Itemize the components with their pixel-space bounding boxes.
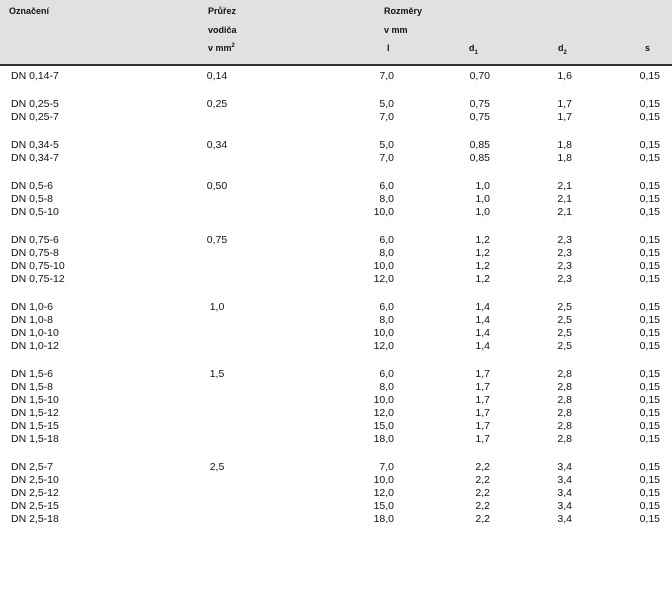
cell-cross-section: 0,75 [206, 234, 228, 246]
table-row [0, 193, 672, 206]
cell-d2: 2,5 [557, 340, 572, 352]
header-d1-sub: 1 [474, 49, 478, 56]
cell-d1: 2,2 [475, 474, 490, 486]
table-row [0, 260, 672, 273]
table-row [0, 139, 672, 152]
cell-l: 7,0 [379, 461, 394, 473]
cell-cross-section: 0,25 [206, 98, 228, 110]
cell-d2: 2,8 [557, 407, 572, 419]
cell-l: 8,0 [379, 381, 394, 393]
cell-l: 8,0 [379, 314, 394, 326]
cell-code: DN 1,5-6 [11, 368, 54, 380]
cell-d1: 1,7 [475, 394, 490, 406]
table-row [0, 273, 672, 286]
cell-s: 0,15 [639, 407, 660, 419]
cell-d1: 0,75 [469, 111, 490, 123]
cell-d2: 1,8 [557, 152, 572, 164]
cell-d2: 2,1 [557, 180, 572, 192]
cell-d2: 2,5 [557, 301, 572, 313]
header-cross-unit: v mm [208, 43, 232, 53]
cell-d1: 1,7 [475, 381, 490, 393]
cell-code: DN 0,5-10 [11, 206, 59, 218]
cell-l: 6,0 [379, 301, 394, 313]
table-row [0, 381, 672, 394]
cell-code: DN 2,5-10 [11, 474, 59, 486]
cell-l: 6,0 [379, 234, 394, 246]
cell-l: 8,0 [379, 193, 394, 205]
table-row [0, 433, 672, 446]
cell-d1: 2,2 [475, 461, 490, 473]
cell-code: DN 2,5-7 [11, 461, 54, 473]
cell-d1: 0,85 [469, 152, 490, 164]
table-row [0, 206, 672, 219]
header-s: s [645, 43, 651, 53]
cell-d2: 1,8 [557, 139, 572, 151]
cell-d1: 1,0 [475, 193, 490, 205]
cell-s: 0,15 [639, 368, 660, 380]
cell-s: 0,15 [639, 111, 660, 123]
cell-l: 12,0 [373, 407, 394, 419]
cell-s: 0,15 [639, 340, 660, 352]
cell-s: 0,15 [639, 381, 660, 393]
cell-l: 10,0 [373, 394, 394, 406]
table-row [0, 420, 672, 433]
cell-d2: 3,4 [557, 487, 572, 499]
cell-d2: 2,8 [557, 433, 572, 445]
table-row [0, 111, 672, 124]
cell-d1: 1,7 [475, 407, 490, 419]
cell-d2: 2,3 [557, 273, 572, 285]
cell-code: DN 0,5-8 [11, 193, 54, 205]
cell-l: 18,0 [373, 433, 394, 445]
cell-cross-section: 0,50 [206, 180, 228, 192]
cell-d2: 2,8 [557, 381, 572, 393]
cell-d2: 2,1 [557, 206, 572, 218]
cell-d1: 0,75 [469, 98, 490, 110]
cell-d2: 3,4 [557, 474, 572, 486]
header-d2-letter: d [558, 43, 564, 53]
header-cross-sup: 2 [231, 43, 235, 49]
cell-d1: 1,0 [475, 206, 490, 218]
cell-l: 6,0 [379, 180, 394, 192]
cell-d1: 0,70 [469, 70, 490, 82]
cell-l: 10,0 [373, 327, 394, 339]
cell-d1: 1,0 [475, 180, 490, 192]
cell-code: DN 1,0-6 [11, 301, 54, 313]
cell-d2: 1,7 [557, 111, 572, 123]
table-row [0, 340, 672, 353]
table-row [0, 368, 672, 381]
cell-d2: 2,1 [557, 193, 572, 205]
cell-l: 12,0 [373, 273, 394, 285]
table-row [0, 513, 672, 526]
cell-s: 0,15 [639, 461, 660, 473]
cell-l: 10,0 [373, 474, 394, 486]
cell-d2: 1,6 [557, 70, 572, 82]
table-row [0, 234, 672, 247]
cell-d2: 2,8 [557, 368, 572, 380]
header-l: l [387, 43, 390, 53]
header-code: Označení [9, 6, 50, 16]
table-row [0, 394, 672, 407]
cell-code: DN 1,5-12 [11, 407, 59, 419]
cell-l: 10,0 [373, 260, 394, 272]
cell-s: 0,15 [639, 474, 660, 486]
cell-code: DN 0,75-6 [11, 234, 59, 246]
cell-d1: 1,4 [475, 340, 490, 352]
cell-s: 0,15 [639, 513, 660, 525]
cell-s: 0,15 [639, 420, 660, 432]
cell-s: 0,15 [639, 273, 660, 285]
cell-d2: 2,5 [557, 314, 572, 326]
cell-d1: 1,2 [475, 260, 490, 272]
cell-s: 0,15 [639, 234, 660, 246]
table-row [0, 407, 672, 420]
cell-cross-section: 1,5 [209, 368, 225, 380]
cell-d2: 1,7 [557, 98, 572, 110]
cell-s: 0,15 [639, 70, 660, 82]
cell-s: 0,15 [639, 433, 660, 445]
cell-l: 18,0 [373, 513, 394, 525]
cell-s: 0,15 [639, 314, 660, 326]
cell-s: 0,15 [639, 193, 660, 205]
cell-code: DN 0,25-5 [11, 98, 59, 110]
cell-code: DN 0,34-7 [11, 152, 59, 164]
cell-s: 0,15 [639, 394, 660, 406]
cell-s: 0,15 [639, 152, 660, 164]
cell-code: DN 1,0-10 [11, 327, 59, 339]
cell-code: DN 1,5-15 [11, 420, 59, 432]
cell-code: DN 0,14-7 [11, 70, 59, 82]
cell-l: 12,0 [373, 487, 394, 499]
cell-d1: 2,2 [475, 487, 490, 499]
table-row [0, 314, 672, 327]
cell-s: 0,15 [639, 301, 660, 313]
cell-s: 0,15 [639, 260, 660, 272]
cell-d1: 1,7 [475, 420, 490, 432]
cell-code: DN 0,5-6 [11, 180, 54, 192]
cell-l: 15,0 [373, 500, 394, 512]
cell-l: 12,0 [373, 340, 394, 352]
cell-s: 0,15 [639, 139, 660, 151]
cell-d2: 2,3 [557, 247, 572, 259]
cell-code: DN 2,5-12 [11, 487, 59, 499]
header-cross-line-2: vodiča [208, 25, 237, 35]
cell-l: 15,0 [373, 420, 394, 432]
cell-d2: 2,3 [557, 260, 572, 272]
cell-l: 7,0 [379, 70, 394, 82]
cell-code: DN 2,5-15 [11, 500, 59, 512]
cell-d1: 1,7 [475, 368, 490, 380]
cell-d2: 3,4 [557, 461, 572, 473]
cell-s: 0,15 [639, 180, 660, 192]
cell-d1: 1,4 [475, 301, 490, 313]
cell-s: 0,15 [639, 206, 660, 218]
cell-d2: 2,5 [557, 327, 572, 339]
cell-d1: 2,2 [475, 513, 490, 525]
cell-l: 7,0 [379, 111, 394, 123]
cell-s: 0,15 [639, 327, 660, 339]
cell-l: 6,0 [379, 368, 394, 380]
table-row [0, 301, 672, 314]
cell-code: DN 1,5-8 [11, 381, 54, 393]
cell-code: DN 1,5-10 [11, 394, 59, 406]
table-row [0, 247, 672, 260]
cell-d1: 1,2 [475, 247, 490, 259]
cell-cross-section: 1,0 [209, 301, 225, 313]
cell-l: 5,0 [379, 98, 394, 110]
cell-d1: 1,2 [475, 273, 490, 285]
header-dims-line-2: v mm [384, 25, 408, 35]
table-row [0, 461, 672, 474]
table-row [0, 474, 672, 487]
cell-code: DN 0,34-5 [11, 139, 59, 151]
cell-d2: 3,4 [557, 500, 572, 512]
cell-s: 0,15 [639, 98, 660, 110]
cell-cross-section: 0,14 [206, 70, 228, 82]
table-row [0, 500, 672, 513]
cell-d1: 1,7 [475, 433, 490, 445]
cell-l: 8,0 [379, 247, 394, 259]
header-cross-line-1: Průřez [208, 6, 237, 16]
cell-d2: 3,4 [557, 513, 572, 525]
table-row [0, 70, 672, 83]
cell-d2: 2,3 [557, 234, 572, 246]
cell-d1: 2,2 [475, 500, 490, 512]
cell-d1: 1,4 [475, 327, 490, 339]
table-row [0, 152, 672, 165]
header-d2-sub: 2 [563, 49, 567, 56]
cell-d1: 0,85 [469, 139, 490, 151]
cell-code: DN 1,0-12 [11, 340, 59, 352]
cell-s: 0,15 [639, 247, 660, 259]
table-row [0, 98, 672, 111]
cell-l: 5,0 [379, 139, 394, 151]
cell-d1: 1,4 [475, 314, 490, 326]
cell-code: DN 2,5-18 [11, 513, 59, 525]
cell-d2: 2,8 [557, 394, 572, 406]
cell-l: 10,0 [373, 206, 394, 218]
header-d1-letter: d [469, 43, 475, 53]
table-row [0, 487, 672, 500]
cell-cross-section: 2,5 [209, 461, 225, 473]
cell-code: DN 0,75-10 [11, 260, 65, 272]
cell-d2: 2,8 [557, 420, 572, 432]
cell-code: DN 0,25-7 [11, 111, 59, 123]
cell-code: DN 0,75-8 [11, 247, 59, 259]
header-dims-line-1: Rozměry [384, 6, 423, 16]
table-row [0, 180, 672, 193]
table-row [0, 327, 672, 340]
cell-code: DN 1,0-8 [11, 314, 54, 326]
cell-l: 7,0 [379, 152, 394, 164]
cell-code: DN 0,75-12 [11, 273, 65, 285]
cell-d1: 1,2 [475, 234, 490, 246]
cell-s: 0,15 [639, 487, 660, 499]
cell-code: DN 1,5-18 [11, 433, 59, 445]
cell-cross-section: 0,34 [206, 139, 228, 151]
cell-s: 0,15 [639, 500, 660, 512]
